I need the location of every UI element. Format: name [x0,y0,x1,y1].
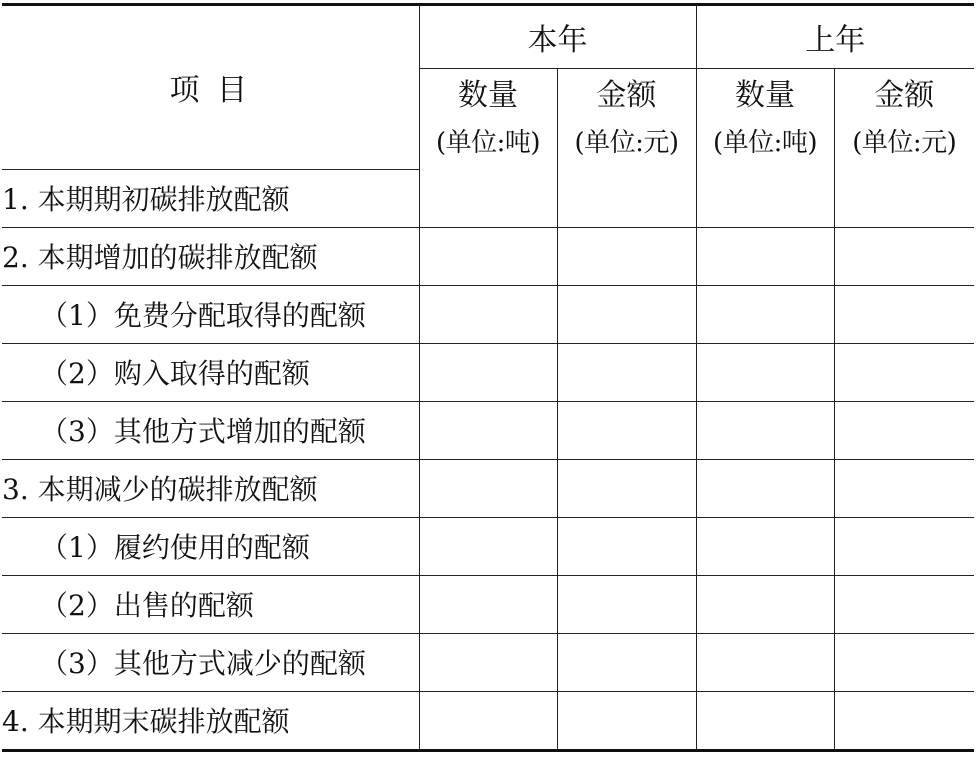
table-row [2,401,974,459]
header-row-years [2,5,974,69]
prior-year-amount-cell [834,285,974,343]
prior-year-amount-cell [834,459,974,517]
current-year-quantity-cell [419,575,557,633]
current-year-quantity-cell [419,401,557,459]
prior-year-amount-cell [834,633,974,691]
table-row [2,343,974,401]
row-label: 3. 本期减少的碳排放配额 [2,459,419,517]
row-label: 2. 本期增加的碳排放配额 [2,227,419,285]
prior-year-quantity-cell [696,227,834,285]
current-year-quantity-cell [419,459,557,517]
current-year-quantity-cell [419,633,557,691]
current-year-quantity-header [419,69,557,170]
prior-year-quantity-cell [696,343,834,401]
current-year-amount-cell [557,227,696,285]
current-year-quantity-cell [419,691,557,750]
row-label: （1）履约使用的配额 [2,517,419,575]
row-label: （2）购入取得的配额 [2,343,419,401]
prior-year-quantity-cell [696,285,834,343]
table-body [2,169,974,750]
prior-year-amount-cell [834,169,974,227]
row-label: （1）免费分配取得的配额 [2,285,419,343]
current-year-quantity-cell [419,285,557,343]
item-column-header: 项 目 [2,5,419,170]
table-row [2,691,974,750]
prior-year-amount-cell [834,575,974,633]
prior-year-quantity-cell [696,691,834,750]
carbon-emission-allowance-table [2,3,974,752]
prior-year-quantity-cell [696,401,834,459]
table-row [2,459,974,517]
current-year-amount-cell [557,401,696,459]
row-label: （2）出售的配额 [2,575,419,633]
current-year-amount-cell [557,285,696,343]
prior-year-quantity-cell [696,169,834,227]
row-label: （3）其他方式减少的配额 [2,633,419,691]
current-year-amount-cell [557,633,696,691]
current-year-amount-cell [557,459,696,517]
amount-label: 金额 [874,78,935,114]
current-year-quantity-cell [419,227,557,285]
current-year-quantity-cell [419,517,557,575]
prior-year-amount-cell [834,691,974,750]
row-label: 1. 本期期初碳排放配额 [2,169,419,227]
quantity-unit: (单位:吨) [712,128,818,159]
prior-year-amount-cell [834,227,974,285]
table-row [2,227,974,285]
table-row [2,633,974,691]
amount-label: 金额 [596,78,657,114]
quantity-label: 数量 [735,78,795,114]
prior-year-amount-cell [834,401,974,459]
prior-year-quantity-cell [696,575,834,633]
amount-unit: (单位:元) [852,128,957,159]
current-year-amount-header [557,69,696,170]
prior-year-quantity-cell [696,633,834,691]
prior-year-quantity-cell [696,459,834,517]
current-year-quantity-cell [419,343,557,401]
prior-year-amount-cell [834,517,974,575]
current-year-amount-cell [557,517,696,575]
prior-year-quantity-header [696,69,834,170]
row-label: 4. 本期期末碳排放配额 [2,691,419,750]
prior-year-amount-header [834,69,974,170]
prior-year-header: 上年 [696,5,974,69]
table-row [2,517,974,575]
table-row [2,169,974,227]
current-year-header: 本年 [419,5,696,69]
quantity-unit: (单位:吨) [435,128,541,159]
table-row [2,285,974,343]
prior-year-amount-cell [834,343,974,401]
table-row [2,575,974,633]
current-year-quantity-cell [419,169,557,227]
current-year-amount-cell [557,343,696,401]
quantity-label: 数量 [458,78,518,114]
current-year-amount-cell [557,575,696,633]
prior-year-quantity-cell [696,517,834,575]
amount-unit: (单位:元) [574,128,679,159]
current-year-amount-cell [557,691,696,750]
current-year-amount-cell [557,169,696,227]
row-label: （3）其他方式增加的配额 [2,401,419,459]
